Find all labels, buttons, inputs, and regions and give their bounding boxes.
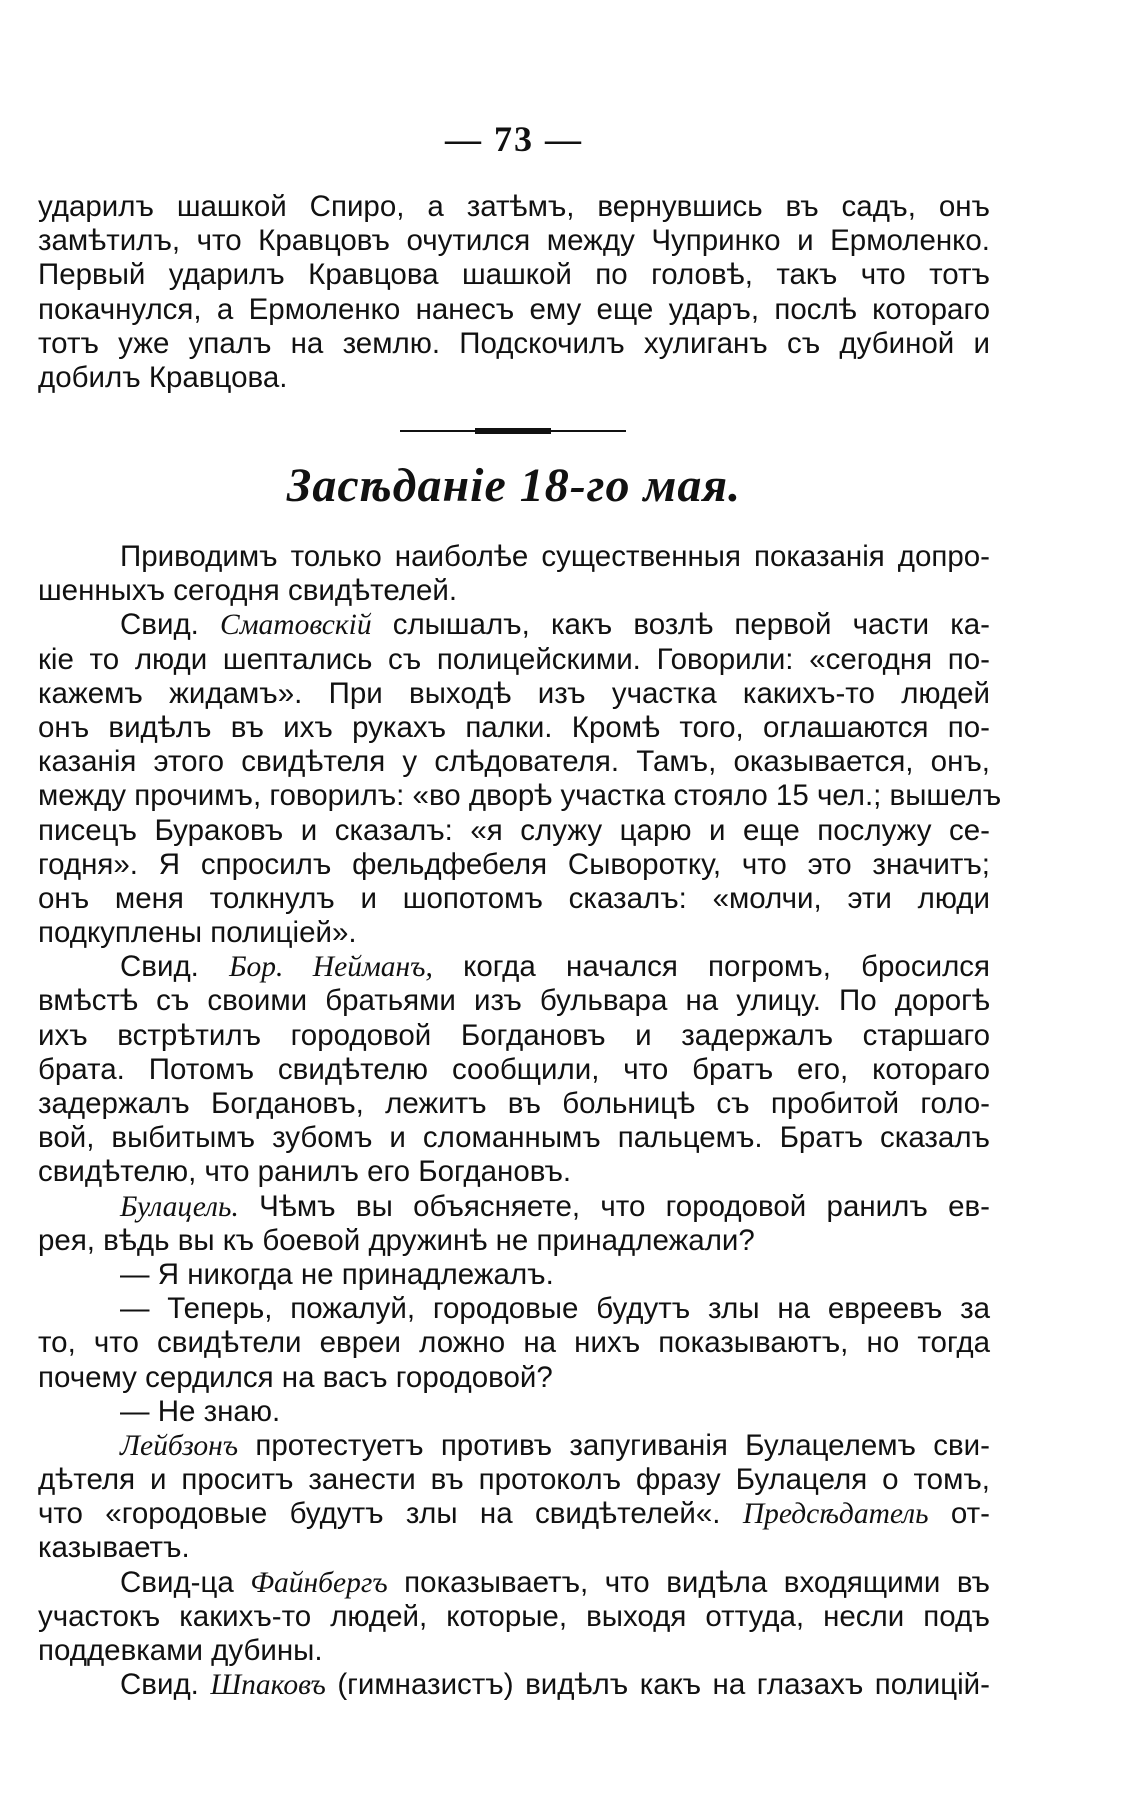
speaker-name: Предсѣдатель: [742, 1498, 929, 1531]
text-line: — Теперь, пожалуй, городовые будутъ злы на евреевъ за: [120, 1292, 990, 1326]
text-line: участокъ какихъ-то людей, которые, выходя оттуда, несли подъ: [38, 1599, 990, 1633]
text-line: поддевками дубины.: [38, 1634, 323, 1667]
text-line: кіе то люди шептались съ полицейскими. Говорили: «сегодня по-: [38, 642, 990, 676]
witness-name: Шпаковъ: [210, 1669, 326, 1702]
witness-name: Сматовскій: [220, 609, 372, 642]
text-line: между прочимъ, говорилъ: «во дворѣ участка стояло 15 чел.; вышелъ: [38, 779, 1002, 813]
text-run: (гимназистъ) видѣлъ какъ на глазахъ полицій-: [325, 1668, 990, 1702]
text-line: казываетъ.: [38, 1531, 190, 1565]
text-run: от-: [928, 1497, 990, 1531]
text-line: то, что свидѣтели евреи ложно на нихъ показываютъ, но тогда: [38, 1326, 990, 1360]
text-line: [38, 1566, 990, 1600]
text-line: покачнулся, а Ермоленко нанесъ ему еще ударъ, послѣ котораго: [38, 292, 990, 326]
witness-prefix: Свид.: [120, 608, 221, 642]
divider-thick-rule: [475, 428, 551, 434]
text-line: кажемъ жидамъ». При выходѣ изъ участка какихъ-то людей: [38, 676, 990, 710]
page-number: — 73 —: [445, 119, 583, 159]
text-line: добилъ Кравцова.: [38, 360, 288, 394]
text-run: протестуетъ противъ запугиванія Булацелемъ сви-: [238, 1428, 990, 1462]
section-heading: Засѣданіе 18-го мая.: [286, 459, 742, 512]
text-line: вой, выбитымъ зубомъ и сломаннымъ пальцемъ. Братъ сказалъ: [38, 1121, 990, 1155]
witness-prefix: Свид.: [120, 950, 230, 984]
text-line: [38, 1429, 990, 1463]
witness-name: Файнбергъ: [250, 1566, 388, 1599]
text-line: — Не знаю.: [120, 1394, 281, 1428]
speaker-name: Лейбзонъ: [120, 1429, 239, 1462]
text-line: Приводимъ только наиболѣе существенныя показанія допро-: [120, 540, 990, 573]
text-line: Первый ударилъ Кравцова шашкой по головѣ, такъ что тотъ: [38, 258, 990, 292]
text-run: Чѣмъ вы объясняете, что городовой ранилъ ев-: [238, 1189, 990, 1223]
main-text: [38, 540, 1002, 1702]
witness-prefix: Свид.: [120, 1668, 211, 1702]
text-line: ихъ встрѣтилъ городовой Богдановъ и задержалъ старшаго: [38, 1018, 990, 1052]
text-line: онъ видѣлъ въ ихъ рукахъ палки. Кромѣ того, оглашаются по-: [38, 710, 990, 744]
text-line: онъ меня толкнулъ и шопотомъ сказалъ: «молчи, эти люди: [38, 881, 990, 915]
text-line: — Я никогда не принадлежалъ.: [120, 1257, 554, 1291]
text-line: шенныхъ сегодня свидѣтелей.: [38, 574, 458, 608]
text-line: вмѣстѣ съ своими братьями изъ бульвара на улицу. По дорогѣ: [38, 984, 990, 1018]
document-page: [38, 0, 1002, 1807]
text-line: задержалъ Богдановъ, лежитъ въ больницѣ съ пробитой голо-: [38, 1087, 990, 1120]
text-line: дѣтеля и проситъ занести въ протоколъ фразу Булацеля о томъ,: [38, 1463, 990, 1497]
text-line: почему сердился на васъ городовой?: [38, 1360, 553, 1394]
text-line: рея, вѣдь вы къ боевой дружинѣ не принадлежали?: [38, 1223, 755, 1257]
top-paragraph: [38, 190, 990, 395]
text-run: что «городовые будутъ злы на свидѣтелей«.: [38, 1497, 743, 1531]
witness-prefix: Свид-ца: [120, 1565, 251, 1599]
text-line: брата. Потомъ свидѣтелю сообщили, что братъ его, котораго: [38, 1052, 990, 1086]
section-divider: [400, 428, 626, 434]
text-line: [38, 950, 990, 984]
text-run: показываетъ, что видѣла входящими въ: [387, 1565, 990, 1599]
text-line: [38, 1668, 990, 1702]
text-run: когда начался погромъ, бросился: [432, 950, 991, 984]
speaker-name: Булацель.: [120, 1190, 239, 1223]
text-line: замѣтилъ, что Кравцовъ очутился между Чупринко и Ермоленко.: [38, 224, 990, 258]
witness-name: Бор. Нейманъ,: [229, 951, 433, 984]
text-line: годня». Я спросилъ фельдфебеля Сыворотку, что это значитъ;: [38, 847, 990, 881]
text-line: [38, 1497, 990, 1531]
text-line: [38, 608, 990, 642]
text-line: [38, 1190, 990, 1224]
text-line: ударилъ шашкой Спиро, а затѣмъ, вернувшись въ садъ, онъ: [38, 190, 990, 223]
text-line: тотъ уже упалъ на землю. Подскочилъ хулиганъ съ дубиной и: [38, 326, 990, 360]
text-line: казанія этого свидѣтеля у слѣдователя. Тамъ, оказывается, онъ,: [38, 745, 990, 779]
text-run: слышалъ, какъ возлѣ первой части ка-: [371, 608, 991, 642]
text-line: свидѣтелю, что ранилъ его Богдановъ.: [38, 1155, 572, 1189]
text-line: писецъ Бураковъ и сказалъ: «я служу царю и еще послужу се-: [38, 813, 990, 847]
text-line: подкуплены полиціей».: [38, 916, 357, 950]
